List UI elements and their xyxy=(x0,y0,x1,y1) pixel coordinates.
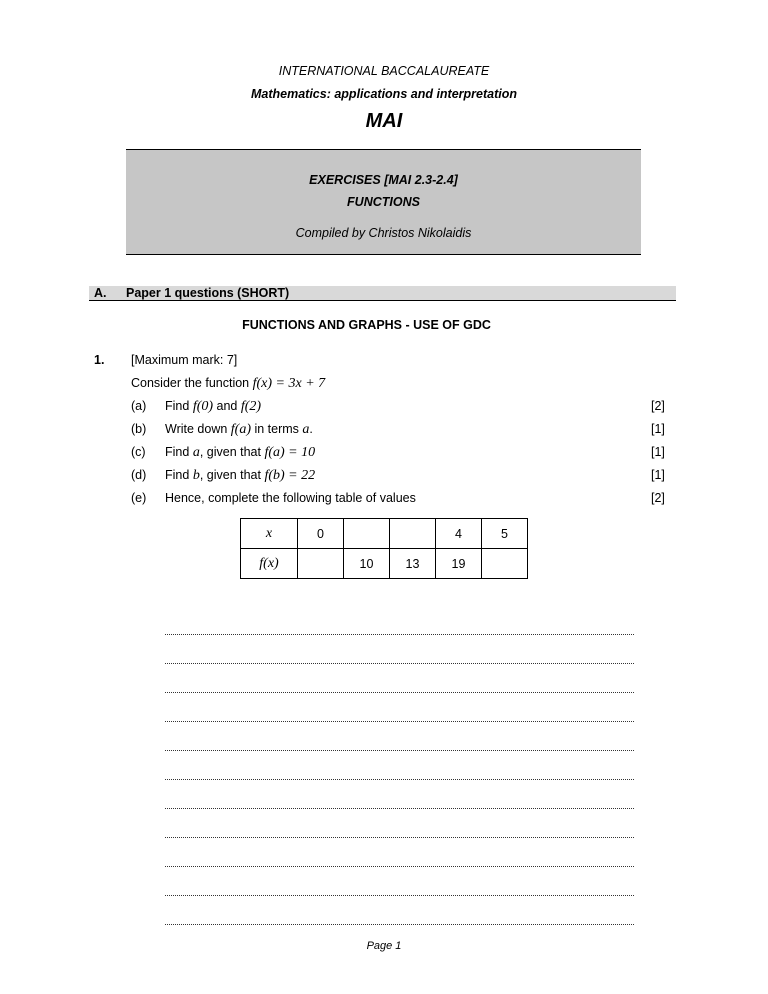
table-row xyxy=(241,519,528,549)
answer-line[interactable] xyxy=(165,837,634,838)
part-d xyxy=(0,468,768,488)
title-box-exercises: EXERCISES [MAI 2.3-2.4] xyxy=(309,173,458,187)
subheading: FUNCTIONS AND GRAPHS - USE OF GDC xyxy=(242,318,491,332)
part-e xyxy=(0,491,768,511)
answer-line[interactable] xyxy=(165,634,634,635)
part-mark: [2] xyxy=(651,491,665,505)
part-a xyxy=(0,399,768,419)
table-cell[interactable] xyxy=(344,519,390,549)
header-code: MAI xyxy=(365,110,403,132)
header-org: INTERNATIONAL BACCALAUREATE xyxy=(278,64,490,78)
question-max-mark: [Maximum mark: 7] xyxy=(131,353,238,367)
answer-line[interactable] xyxy=(165,779,634,780)
section-title: Paper 1 questions (SHORT) xyxy=(126,286,290,300)
answer-line[interactable] xyxy=(165,895,634,896)
part-label: (e) xyxy=(131,491,147,505)
title-box-topic: FUNCTIONS xyxy=(347,195,420,209)
part-mark: [1] xyxy=(651,445,665,459)
question-intro xyxy=(131,376,325,392)
part-mark: [2] xyxy=(651,399,665,413)
answer-line[interactable] xyxy=(165,924,634,925)
part-label: (b) xyxy=(131,422,147,436)
answer-line[interactable] xyxy=(165,750,634,751)
table-cell[interactable]: 19 xyxy=(436,549,482,579)
values-table xyxy=(240,518,528,579)
answer-line[interactable] xyxy=(165,808,634,809)
table-cell[interactable]: 0 xyxy=(298,519,344,549)
part-label: (a) xyxy=(131,399,147,413)
header-course: Mathematics: applications and interpretation xyxy=(250,87,517,101)
section-letter: A. xyxy=(94,286,107,300)
question-function: f(x) = 3x + 7 xyxy=(252,376,326,391)
part-label: (d) xyxy=(131,468,147,482)
table-cell[interactable]: 10 xyxy=(344,549,390,579)
table-cell[interactable]: 5 xyxy=(482,519,528,549)
section-header xyxy=(89,286,676,301)
part-label: (c) xyxy=(131,445,146,459)
part-text: Write down f(a) in terms a. xyxy=(165,422,313,437)
answer-line[interactable] xyxy=(165,692,634,693)
part-text: Find b, given that f(b) = 22 xyxy=(165,468,316,483)
table-cell[interactable]: 4 xyxy=(436,519,482,549)
table-cell[interactable] xyxy=(482,549,528,579)
part-mark: [1] xyxy=(651,468,665,482)
table-cell[interactable] xyxy=(298,549,344,579)
page-number: Page 1 xyxy=(366,940,402,952)
part-text: Find f(0) and f(2) xyxy=(165,399,262,414)
table-header-fx: f(x) xyxy=(241,549,298,579)
title-box xyxy=(126,149,641,255)
question-intro-text: Consider the function xyxy=(131,376,250,390)
title-box-author: Compiled by Christos Nikolaidis xyxy=(295,226,472,240)
question-number: 1. xyxy=(94,353,105,367)
part-b xyxy=(0,422,768,442)
part-c xyxy=(0,445,768,465)
answer-line[interactable] xyxy=(165,663,634,664)
table-header-x: x xyxy=(241,519,298,549)
part-text: Find a, given that f(a) = 10 xyxy=(165,445,316,460)
table-row xyxy=(241,549,528,579)
part-mark: [1] xyxy=(651,422,665,436)
table-cell[interactable]: 13 xyxy=(390,549,436,579)
answer-line[interactable] xyxy=(165,721,634,722)
answer-line[interactable] xyxy=(165,866,634,867)
part-text: Hence, complete the following table of values xyxy=(165,491,416,505)
table-cell[interactable] xyxy=(390,519,436,549)
